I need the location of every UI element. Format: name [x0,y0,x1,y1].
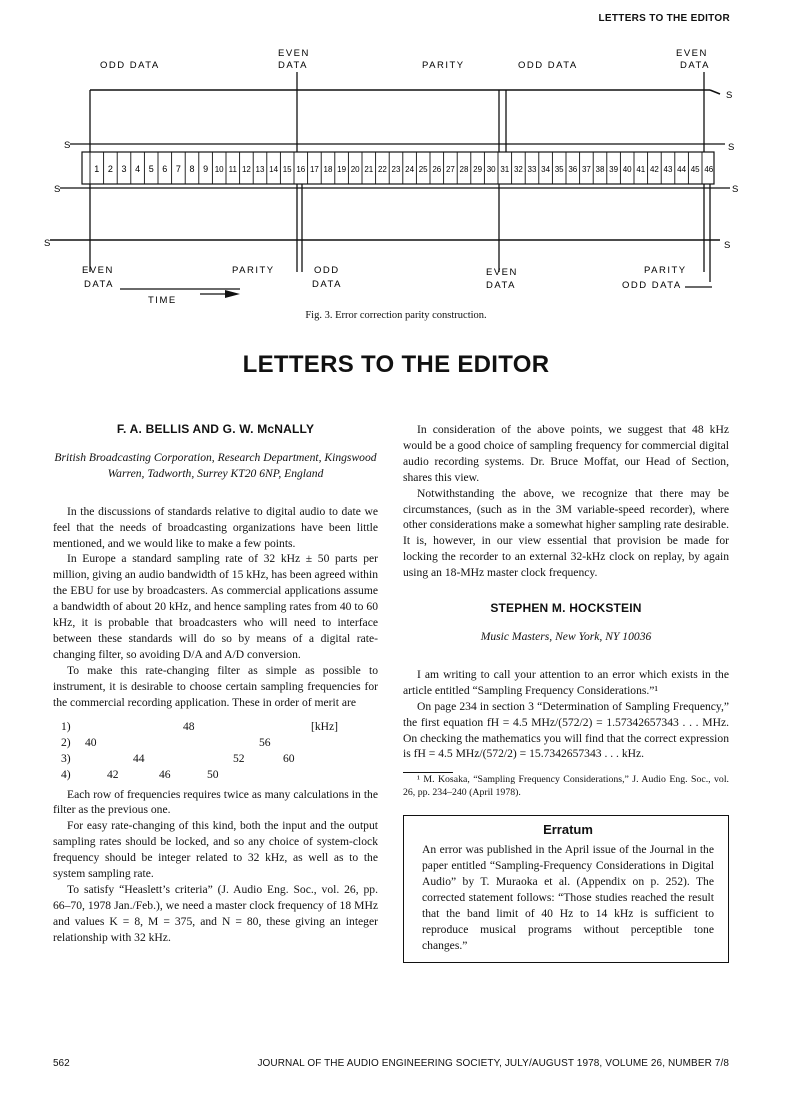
cell-number: 35 [554,165,564,174]
sampling-rate-list [53,719,378,783]
cell-number: 38 [595,165,605,174]
erratum-heading: Erratum [543,822,593,838]
right-column [403,422,729,963]
cell-number: 26 [432,165,442,174]
label-data-top-1: DATA [278,60,308,71]
letter1-paragraph: Each row of frequencies requires twice as many calculations in the filter as the previous one. [53,787,378,817]
cell-number: 30 [486,165,496,174]
left-column [53,422,378,946]
rate-value: 50 [207,767,219,781]
cell-number: 34 [541,165,551,174]
cell-number: 43 [663,165,673,174]
cell-number: 33 [527,165,537,174]
cell-number: 45 [690,165,700,174]
rate-value: 56 [259,735,271,749]
label-odd-bottom: ODD [314,265,340,276]
letter1-paragraph: To make this rate-changing filter as simple as possible to instrument, it is desirable to choose certain sampling frequencies for the commercial recording application. These in order of merit are [53,663,378,709]
s-mark-mid-right: S [728,142,736,153]
cell-number: 28 [459,165,469,174]
label-time: TIME [148,295,177,304]
parity-construction-diagram [40,42,752,304]
cell-number: 10 [214,165,224,174]
letter1-paragraph: In consideration of the above points, we suggest that 48 kHz would be a good choice of sampling frequency for commercial digital audio recording systems. Dr. Bruce Moffat, our Head of Section, shares this view. [403,423,729,484]
cell-number: 22 [377,165,387,174]
letter1-author: F. A. BELLIS AND G. W. McNALLY [116,422,315,436]
figure-caption: Fig. 3. Error correction parity construction. [305,310,487,321]
rate-value: 52 [233,751,245,765]
cell-number: 13 [255,165,265,174]
journal-citation: JOURNAL OF THE AUDIO ENGINEERING SOCIETY, JULY/AUGUST 1978, VOLUME 26, NUMBER 7/8 [257,1058,729,1069]
cell-number: 20 [350,165,360,174]
cell-number: 14 [269,165,279,174]
letter1-paragraph: In the discussions of standards relative to digital audio to date we feel that the needs of broadcasting organizations have been little mentioned, and we would like to make a few points. [53,504,378,550]
label-parity-top: PARITY [422,60,465,71]
s-mark-upper-right: S [726,90,734,101]
cell-number: 36 [568,165,578,174]
s-mark-mid-left: S [64,140,72,151]
cell-number: 39 [609,165,619,174]
label-parity-bottom-2: PARITY [644,265,687,276]
label-data-top-2: DATA [680,60,710,71]
label-even-bottom-1: EVEN [82,265,114,276]
letter1-paragraph: For easy rate-changing of this kind, both the input and the output sampling rates should be locked, and so any choice of system-clock frequency should be integer related to 32 kHz, as well as to the system sampling rate. [53,819,378,881]
letter1-paragraph: Notwithstanding the above, we recognize that there may be circumstances, (such as in the 3M variable-speed recorder), where other considerations make a somewhat higher sampling rate desirable. It is, however, in our view essential that provision be made for locking the recorder to an external 32-kHz clock on replay, by again using an 18-MHz master clock frequency. [403,486,729,580]
footnote: ¹ M. Kosaka, “Sampling Frequency Considerations,” J. Audio Eng. Soc., vol. 26, pp. 234–240 (April 1978). [403,774,729,799]
cell-number: 15 [282,165,292,174]
cell-number: 31 [500,165,510,174]
cell-number: 21 [364,165,374,174]
cell-number: 42 [649,165,659,174]
rate-row-number: 4) [61,767,71,781]
page-number: 562 [53,1058,70,1069]
letter1-paragraph: To satisfy “Heaslett’s criteria” (J. Audio Eng. Soc., vol. 26, pp. 66–70, 1978 Jan./Feb.), we need a master clock frequency of 18 MHz and values K = 8, M = 375, and N = 80, these giving an integer relationship with 32 kHz. [53,882,378,944]
cell-number: 7 [175,164,181,174]
rate-value: 48 [183,719,195,733]
running-head: LETTERS TO THE EDITOR [598,13,730,24]
cell-number: 17 [309,165,319,174]
letter2-affiliation: Music Masters, New York, NY 10036 [480,629,652,643]
letter1-affiliation: British Broadcasting Corporation, Research Department, Kingswood Warren, Tadworth, Surrey KT20 6NP, England [54,450,377,480]
cell-number: 24 [405,165,415,174]
cell-number: 12 [241,165,251,174]
cell-number: 18 [323,165,333,174]
cell-number: 16 [296,165,306,174]
s-mark-low-left: S [54,184,62,195]
s-mark-bottom-right: S [724,240,732,251]
page-title: LETTERS TO THE EDITOR [242,351,550,378]
label-even-bottom-2: EVEN [486,267,518,278]
label-odd-data-top-1: ODD DATA [100,60,160,71]
cell-number: 41 [636,165,646,174]
s-mark-low-right: S [732,184,740,195]
cell-number: 27 [445,165,455,174]
rate-unit: [kHz] [311,719,339,733]
cell-number: 32 [513,165,523,174]
label-parity-bottom-1: PARITY [232,265,275,276]
cell-number: 4 [135,164,141,174]
cell-number: 8 [189,164,195,174]
letter1-paragraph: In Europe a standard sampling rate of 32 kHz ± 50 parts per million, giving an audio bandwidth of 15 kHz, has been agreed within the EBU for use by broadcasters. As commercial applications assume a bandwidth of about 20 kHz, and hence sampling rates from 40 to 60 kHz, it is probable that broadcasters who will need to interface between these standards will do so by means of a digital rate-changing filter, so avoiding D/A and A/D conversion. [53,552,378,661]
cell-number: 23 [391,165,401,174]
rate-row-number: 3) [61,751,71,765]
label-data-bottom-2: DATA [486,280,516,291]
rate-value: 44 [133,751,145,765]
cell-number: 1 [94,164,100,174]
rate-value: 42 [107,767,119,781]
cell-number: 19 [337,165,347,174]
cell-number: 29 [473,165,483,174]
rate-value: 60 [283,751,295,765]
cell-number: 5 [148,164,154,174]
label-data-bottom-1: DATA [84,279,114,290]
cell-number: 3 [121,164,127,174]
erratum-box [403,815,729,962]
label-odd-data-top-2: ODD DATA [518,60,578,71]
cell-number: 40 [622,165,632,174]
cell-number: 46 [704,165,714,174]
rate-value: 40 [85,735,97,749]
rate-row-number: 1) [61,719,71,733]
cell-number: 11 [228,165,237,174]
cell-number: 6 [162,164,168,174]
letter2-paragraph: I am writing to call your attention to an error which exists in the article entitled “Sampling Frequency Considerations.”¹ [403,667,729,697]
s-mark-bottom-left: S [44,238,52,249]
rate-value: 46 [159,767,171,781]
cell-number: 2 [107,164,113,174]
label-odd-data-bottom: DATA [312,279,342,290]
cell-number: 37 [581,165,591,174]
label-even-top-1: EVEN [278,48,310,59]
erratum-text: An error was published in the April issue of the Journal in the paper entitled “Sampling-Frequency Considerations in Digital Audio” by T. Muraoka et al. (Appendix on p. 252). The corrected statement follows: “Those studies reached the result that the band limit of 40 Hz to 14 kHz is sufficient to reproduce musical programs without perceptible tone changes.” [422,843,714,952]
letter2-paragraph: On page 234 in section 3 “Determination of Sampling Frequency,” the first equation fH = 4.5 MHz/(572/2) = 1.57342657343 . . . MHz. On checking the mathematics you will find that the correct expression is fH = 4.5 MHz/(572/2) = 15.7342657343 . . . kHz. [403,699,729,761]
letter2-author: STEPHEN M. HOCKSTEIN [490,601,642,616]
label-odd-data-end: ODD DATA [622,280,682,291]
cell-number: 44 [677,165,687,174]
rate-row-number: 2) [61,735,71,749]
cell-number: 9 [203,164,209,174]
cell-number: 25 [418,165,428,174]
label-even-top-2: EVEN [676,48,708,59]
